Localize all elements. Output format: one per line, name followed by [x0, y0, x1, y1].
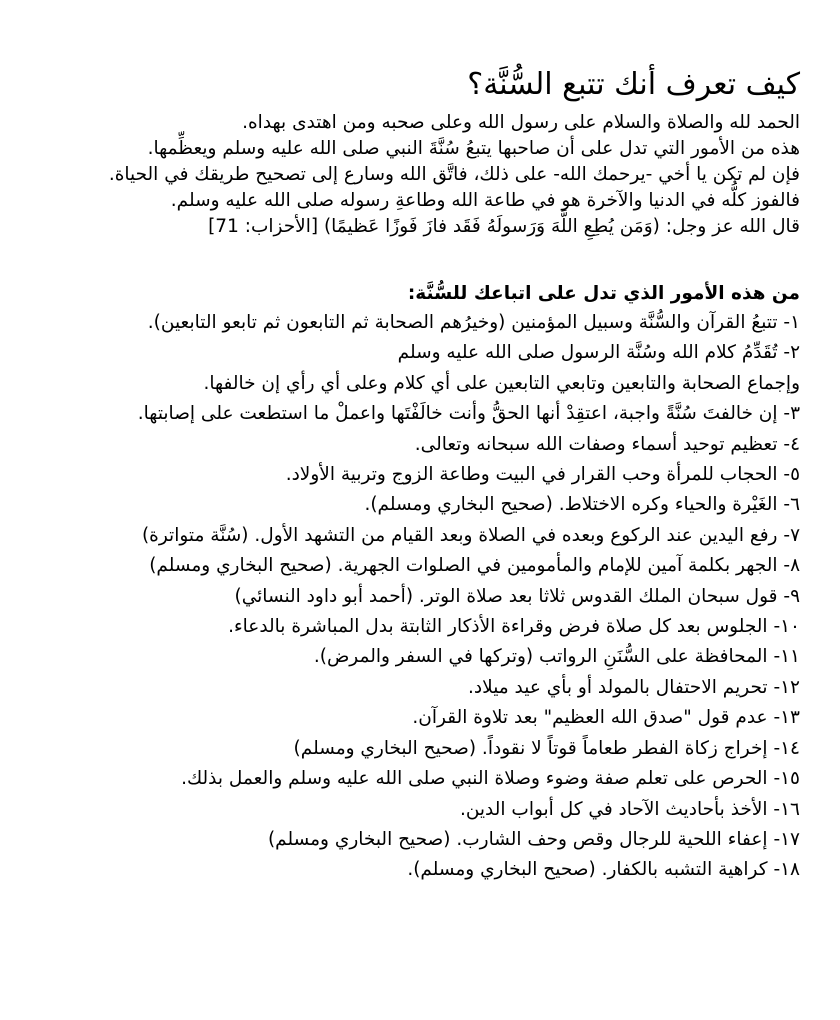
intro-line: الحمد لله والصلاة والسلام على رسول الله وعلى صحبه ومن اهتدى بهداه.	[242, 112, 800, 133]
list-item: وإجماع الصحابة والتابعين وتابعي التابعين على أي كلام وعلى أي رأي إن خالفها.	[203, 372, 800, 394]
list-item: ٤- تعظيم توحيد أسماء وصفات الله سبحانه وتعالى.	[414, 433, 800, 455]
list-item: ٩- قول سبحان الملك القدوس ثلاثا بعد صلاة الوتر. (أحمد أبو داود النسائي)	[234, 585, 800, 607]
list-item: ٥- الحجاب للمرأة وحب القرار في البيت وطاعة الزوج وتربية الأولاد.	[285, 464, 800, 486]
list-item: ٨- الجهر بكلمة آمين للإمام والمأمومين في الصلوات الجهرية. (صحيح البخاري ومسلم)	[149, 555, 800, 577]
document-page	[15, 62, 800, 886]
list-item: ١٧- إعفاء اللحية للرجال وقص وحف الشارب. (صحيح البخاري ومسلم)	[267, 828, 800, 850]
section-heading: من هذه الأمور الذي تدل على اتباعك للسُّنَّة:	[407, 283, 800, 304]
intro-quran-quote: قال الله عز وجل: (وَمَن يُطِعِ اللَّهَ وَرَسولَهُ فَقَد فازَ فَوزًا عَظيمًا) [الأحزاب: 71]	[208, 216, 800, 237]
list-item: ٢- تُقَدِّمُ كلام الله وسُنَّة الرسول صلى الله عليه وسلم	[397, 342, 800, 364]
intro-line: فالفوز كلُّه في الدنيا والآخرة هو في طاعة الله وطاعةِ رسوله صلى الله عليه وسلم.	[170, 190, 800, 211]
list-item: ١٥- الحرص على تعلم صفة وضوء وصلاة النبي صلى الله عليه وسلم والعمل بذلك.	[181, 768, 800, 790]
intro-line: فإن لم تكن يا أخي -يرحمك الله- على ذلك، فاتَّق الله وسارع إلى تصحيح طريقك في الحياة.	[108, 164, 800, 185]
list-item: ١٦- الأخذ بأحاديث الآحاد في كل أبواب الدين.	[459, 798, 800, 820]
sunnah-list	[15, 308, 800, 886]
intro-paragraph	[15, 110, 800, 240]
list-item: ٣- إن خالفتَ سُنَّةً واجبة، اعتقِدْ أنها الحقُّ وأنت خالَفْتَها واعملْ ما استطعت على إصابتها.	[137, 403, 800, 425]
intro-line: هذه من الأمور التي تدل على أن صاحبها يتبعُ سُنَّةَ النبي صلى الله عليه وسلم ويعظِّمها.	[147, 138, 800, 159]
list-item: ١٢- تحريم الاحتفال بالمولد أو بأي عيد ميلاد.	[468, 676, 800, 698]
list-item: ١٣- عدم قول "صدق الله العظيم" بعد تلاوة القرآن.	[412, 707, 800, 729]
list-item: ١٠- الجلوس بعد كل صلاة فرض وقراءة الأذكار الثابتة بدل المباشرة بالدعاء.	[228, 616, 800, 638]
list-item: ١١- المحافظة على السُّنَنِ الرواتب (وتركها في السفر والمرض).	[313, 646, 800, 668]
list-item: ١٨- كراهية التشبه بالكفار. (صحيح البخاري ومسلم).	[407, 859, 800, 881]
list-item: ١٤- إخراج زكاة الفطر طعاماً قوتاً لا نقوداً. (صحيح البخاري ومسلم)	[293, 737, 800, 759]
list-item: ٧- رفع اليدين عند الركوع وبعده في الصلاة وبعد القيام من التشهد الأول. (سُنَّة متواترة)	[141, 524, 800, 546]
list-item: ١- تتبعُ القرآن والسُّنَّة وسبيل المؤمنين (وخيرُهم الصحابة ثم التابعون ثم تابعو التابعين).	[147, 312, 800, 333]
list-item: ٦- الغَيْرة والحياء وكره الاختلاط. (صحيح البخاري ومسلم).	[364, 494, 800, 516]
page-title: كيف تعرف أنك تتبع السُّنَّة؟	[467, 67, 800, 102]
